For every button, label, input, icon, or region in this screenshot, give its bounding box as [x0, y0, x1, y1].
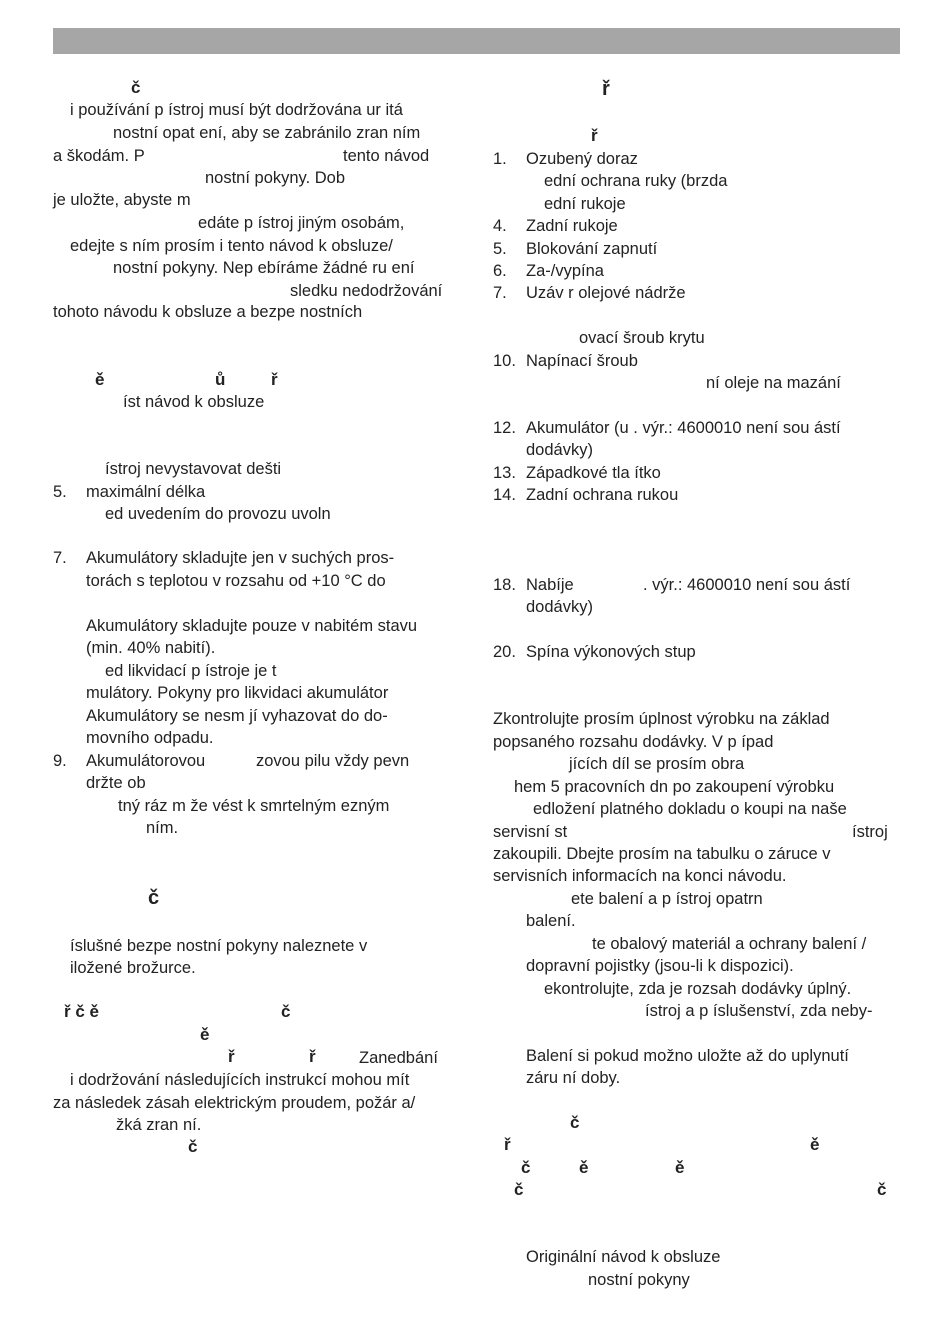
right-text-line: dopravní pojistky (jsou-li k dispozici). [526, 957, 794, 975]
right-heading-char: č [514, 1180, 524, 1199]
right-text-line: ístroj [852, 823, 888, 841]
right-text-line: ekontrolujte, zda je rozsah dodávky úplný. [544, 980, 852, 998]
right-text-line: servisních informacích na konci návodu. [493, 867, 787, 885]
left-list-text: maximální délka [86, 483, 206, 501]
right-list-text: Ozubený doraz [526, 150, 638, 168]
left-heading-char: ě [95, 370, 105, 389]
left-text-line: nostní pokyny. Dob [205, 169, 346, 187]
left-text-line: ed likvidací p ístroje je t [105, 662, 277, 680]
right-heading-char: ě [675, 1158, 685, 1177]
right-text-line: Balení si pokud možno uložte až do uplynutí [526, 1047, 849, 1065]
left-text-line: nostní pokyny. Nep ebíráme žádné ru ení [113, 259, 415, 277]
right-list-number: 10. [493, 352, 516, 370]
right-list-text: Uzáv r olejové nádrže [526, 284, 686, 302]
left-text-line: (min. 40% nabití). [86, 639, 216, 657]
left-text-line: movního odpadu. [86, 729, 214, 747]
left-heading-char: ř [228, 1047, 235, 1066]
left-list-number: 9. [53, 752, 67, 770]
right-text-line: ete balení a p ístroj opatrn [571, 890, 763, 908]
left-text-line: držte ob [86, 774, 146, 792]
right-list-text: Zadní ochrana rukou [526, 486, 679, 504]
right-list-text: Západkové tla ítko [526, 464, 661, 482]
left-text-line: tný ráz m že vést k smrtelným ezným [118, 797, 390, 815]
right-heading-char: č [570, 1113, 580, 1132]
left-text-line: íslušné bezpe nostní pokyny naleznete v [70, 937, 368, 955]
left-text-line: za následek zásah elektrickým proudem, požár a/ [53, 1094, 416, 1112]
right-text-line: Zkontrolujte prosím úplnost výrobku na základ [493, 710, 830, 728]
left-list-text: Akumulátorovou [86, 752, 206, 770]
right-list-number: 13. [493, 464, 516, 482]
left-text-line: tento návod [343, 147, 430, 165]
right-list-text: ní oleje na mazání [706, 374, 841, 392]
right-heading-char: ř [591, 126, 598, 145]
right-section-heading-char: ř [602, 78, 610, 100]
right-list-number: 7. [493, 284, 507, 302]
right-text-line: jících díl se prosím obra [569, 755, 745, 773]
left-text-line: i používání p ístroj musí být dodržována ur itá [70, 101, 403, 119]
right-list-number: 14. [493, 486, 516, 504]
left-heading-char: ř [271, 370, 278, 389]
right-list-text: Akumulátor (u . výr.: 4600010 není sou ástí [526, 419, 841, 437]
right-heading-char: ř [504, 1135, 511, 1154]
right-list-number: 4. [493, 217, 507, 235]
left-heading-char: ě [200, 1025, 210, 1044]
left-text-line: je uložte, abyste m [53, 191, 191, 209]
right-list-text: dodávky) [526, 598, 593, 616]
right-list-number: 5. [493, 240, 507, 258]
right-list-number: 18. [493, 576, 516, 594]
right-list-text: Zadní rukoje [526, 217, 618, 235]
left-text-line: Akumulátory se nesm jí vyhazovat do do- [86, 707, 388, 725]
left-text-line: iložené brožurce. [70, 959, 196, 977]
right-list-text: ední ochrana ruky (brzda [544, 172, 728, 190]
right-list-text: dodávky) [526, 441, 593, 459]
right-text-line: nostní pokyny [588, 1271, 690, 1289]
left-list-number: 5. [53, 483, 67, 501]
left-text-line: Zanedbání [359, 1049, 438, 1067]
left-text-line: tohoto návodu k obsluze a bezpe nostních [53, 303, 363, 321]
left-heading-char: ů [215, 370, 226, 389]
right-heading-char: ě [810, 1135, 820, 1154]
left-text-line: edejte s ním prosím i tento návod k obsluze/ [70, 237, 393, 255]
left-heading-char: č [281, 1002, 291, 1021]
left-text-line: íst návod k obsluze [123, 393, 265, 411]
left-text-line: ním. [146, 819, 179, 837]
right-list-number: 6. [493, 262, 507, 280]
right-text-line: hem 5 pracovních dn po zakoupení výrobku [514, 778, 835, 796]
left-list-number: 7. [53, 549, 67, 567]
left-heading-char: ř č ě [64, 1002, 99, 1021]
right-list-text: . výr.: 4600010 není sou ástí [643, 576, 851, 594]
left-heading-char: č [131, 78, 141, 97]
right-text-line: balení. [526, 912, 576, 930]
left-list-text: Akumulátory skladujte jen v suchých pros- [86, 549, 395, 567]
right-list-number: 20. [493, 643, 516, 661]
left-section-heading-char: č [148, 887, 160, 909]
right-list-text: Napínací šroub [526, 352, 638, 370]
right-text-line: edložení platného dokladu o koupi na naše [533, 800, 847, 818]
right-text-line: ístroj a p íslušenství, zda neby- [645, 1002, 873, 1020]
left-text-line: ístroj nevystavovat dešti [105, 460, 282, 478]
right-heading-char: ě [579, 1158, 589, 1177]
left-text-line: sledku nedodržování [290, 282, 443, 300]
right-list-text: Za-/vypína [526, 262, 604, 280]
right-list-number: 12. [493, 419, 516, 437]
header-bar [53, 28, 900, 54]
right-heading-char: č [877, 1180, 887, 1199]
left-heading-char: ř [309, 1047, 316, 1066]
right-list-text: Nabíje [526, 576, 574, 594]
left-heading-char: č [188, 1137, 198, 1156]
right-list-text: Blokování zapnutí [526, 240, 658, 258]
right-text-line: te obalový materiál a ochrany balení / [592, 935, 867, 953]
right-text-line: popsaného rozsahu dodávky. V p ípad [493, 733, 774, 751]
right-text-line: servisní st [493, 823, 568, 841]
left-text-line: nostní opat ení, aby se zabránilo zran ním [113, 124, 421, 142]
left-text-line: žká zran ní. [116, 1116, 202, 1134]
left-text-line: ed uvedením do provozu uvoln [105, 505, 331, 523]
left-text-line: a škodám. P [53, 147, 145, 165]
left-text-line: edáte p ístroj jiným osobám, [198, 214, 405, 232]
right-text-line: Originální návod k obsluze [526, 1248, 721, 1266]
right-list-number: 1. [493, 150, 507, 168]
left-text-line: mulátory. Pokyny pro likvidaci akumulátor [86, 684, 389, 702]
right-text-line: zakoupili. Dbejte prosím na tabulku o záruce v [493, 845, 831, 863]
right-text-line: záru ní doby. [526, 1069, 621, 1087]
left-text-line: torách s teplotou v rozsahu od +10 °C do [86, 572, 386, 590]
left-text-line: i dodržování následujících instrukcí mohou mít [70, 1071, 410, 1089]
right-list-text: Spína výkonových stup [526, 643, 696, 661]
right-list-text: ední rukoje [544, 195, 626, 213]
left-text-line: Akumulátory skladujte pouze v nabitém stavu [86, 617, 418, 635]
left-list-text: zovou pilu vždy pevn [256, 752, 410, 770]
right-heading-char: č [521, 1158, 531, 1177]
right-list-text: ovací šroub krytu [579, 329, 705, 347]
